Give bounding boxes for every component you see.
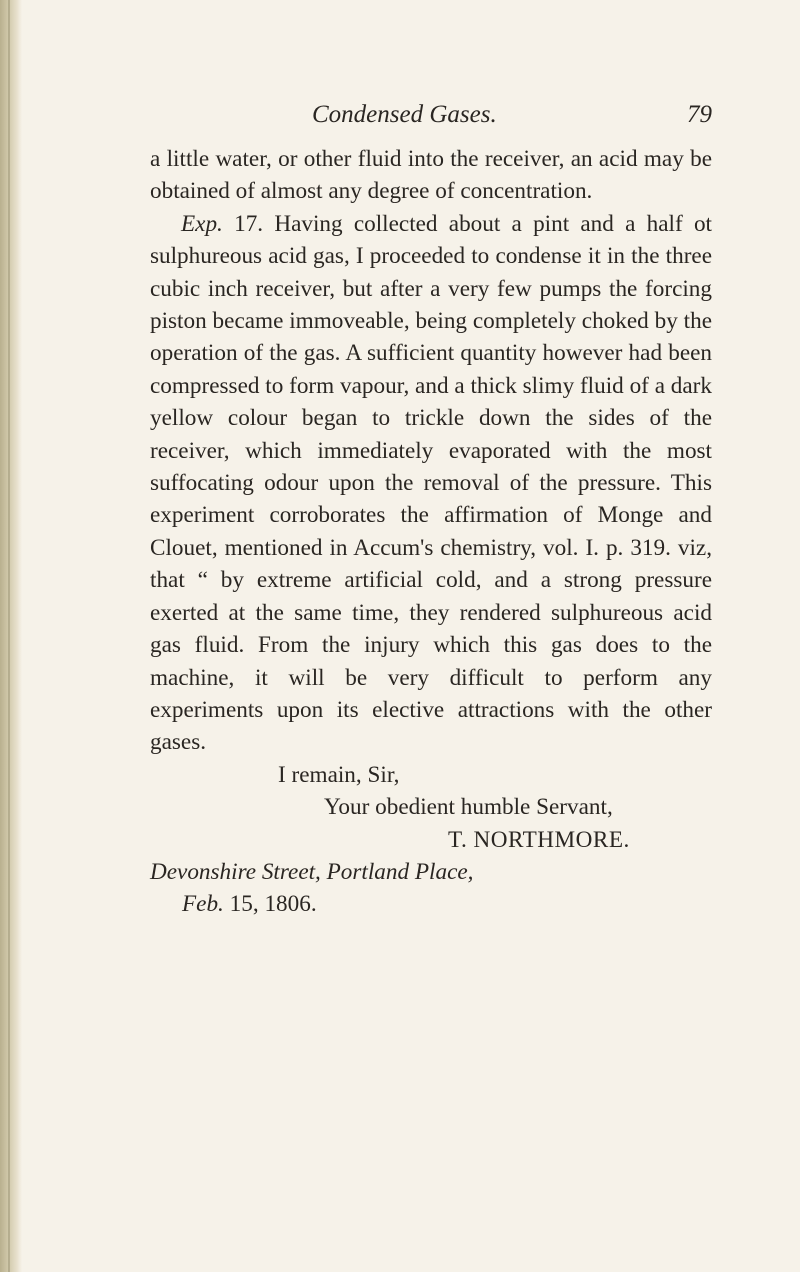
experiment-text: 17. Having collected about a pint and a half ot sulphureous acid gas, I proceeded to condense it in the three cubic inch receiver, but after a very few pumps the forcing piston became immoveable, being completely choked by the operation of the gas. A sufficient quantity however had been compressed to form vapour, and a thick slimy fluid of a dark yellow colour began to trickle down the sides of the receiver, which immediately evaporated with the most suffocating odour upon the removal of the pressure. This experiment corroborates the affirmation of Monge and Clouet, mentioned in Accum's chemistry, vol. I. p. 319. viz, that “ by extreme artificial cold, and a strong pressure exerted at the same time, they rendered sulphureous acid gas fluid. From the injury which this gas does to the machine, it will be very difficult to perform any experiments upon its elective attractions with the other gases. (150, 210, 712, 756)
running-title: Condensed Gases. (312, 101, 497, 128)
closing-remain: I remain, Sir, (278, 761, 400, 788)
paragraph-continuation: a little water, or other fluid into the receiver, an acid may be obtained of almost any degree of concentration. (150, 146, 712, 205)
page-gutter-shadow (0, 0, 22, 1272)
body-text (150, 143, 712, 759)
dateline-place: Devonshire Street, Portland Place, (150, 858, 474, 885)
dateline (150, 856, 712, 921)
running-head (150, 95, 712, 135)
experiment-label: Exp. (181, 210, 223, 237)
closing-servant: Your obedient humble Servant, (324, 794, 613, 821)
dateline-month: Feb. (182, 891, 224, 918)
binding-edge (8, 0, 10, 1272)
dateline-day-year: 15, 1806. (229, 891, 317, 918)
signature: T. NORTHMORE. (448, 826, 630, 853)
dateline-date (150, 888, 712, 920)
book-page (150, 95, 712, 921)
page-number: 79 (687, 101, 712, 128)
paragraph-experiment-17 (150, 208, 712, 759)
